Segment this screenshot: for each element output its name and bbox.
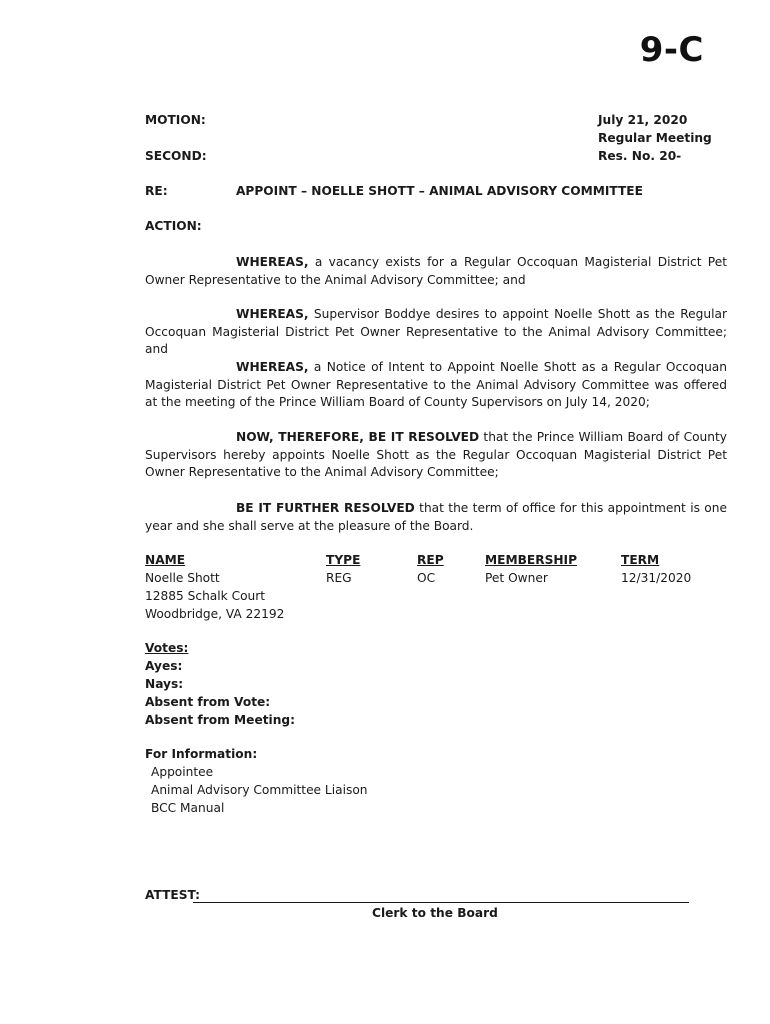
distribution-item: Appointee xyxy=(151,765,214,779)
signature-line xyxy=(193,902,689,903)
appointee-rep: OC xyxy=(417,571,436,585)
paragraph-lead: WHEREAS, xyxy=(236,255,309,269)
motion-label: MOTION: xyxy=(145,113,206,127)
for-information-title: For Information: xyxy=(145,747,258,761)
clerk-signature-caption: Clerk to the Board xyxy=(372,906,498,920)
action-label: ACTION: xyxy=(145,219,202,233)
absent-from-vote-label: Absent from Vote: xyxy=(145,695,271,709)
meeting-type: Regular Meeting xyxy=(598,131,712,145)
paragraph-text: Supervisor Boddye desires to appoint Noelle Shott as the Regular Occoquan Magisterial District Pet Owner Representative to the Animal Advisory Committee; and xyxy=(145,307,727,357)
second-label: SECOND: xyxy=(145,149,207,163)
whereas-paragraph-3 xyxy=(145,359,727,412)
re-subject: APPOINT – NOELLE SHOTT – ANIMAL ADVISORY COMMITTEE xyxy=(236,184,643,198)
resolved-paragraph xyxy=(145,429,727,482)
whereas-paragraph-2 xyxy=(145,306,727,359)
paragraph-text: that the term of office for this appointment is one year and she shall serve at the pleasure of the Board. xyxy=(145,501,727,533)
paragraph-text: a Notice of Intent to Appoint Noelle Shott as a Regular Occoquan Magisterial District Pet Owner Representative to the Animal Advisory Committee was offered at the meeting of the Prince William Board of County Supervisors on July 14, 2020; xyxy=(145,360,727,410)
attest-label: ATTEST: xyxy=(145,888,201,902)
column-header-term: TERM xyxy=(621,553,660,567)
appointee-address-line-1: 12885 Schalk Court xyxy=(145,589,266,603)
column-header-type: TYPE xyxy=(326,553,361,567)
ayes-label: Ayes: xyxy=(145,659,183,673)
whereas-paragraph-1 xyxy=(145,254,727,289)
paragraph-lead: WHEREAS, xyxy=(236,360,309,374)
appointee-type: REG xyxy=(326,571,352,585)
votes-title: Votes: xyxy=(145,641,189,655)
further-resolved-paragraph xyxy=(145,500,727,535)
absent-from-meeting-label: Absent from Meeting: xyxy=(145,713,295,727)
distribution-item: Animal Advisory Committee Liaison xyxy=(151,783,368,797)
column-header-name: NAME xyxy=(145,553,186,567)
paragraph-lead: BE IT FURTHER RESOLVED xyxy=(236,501,415,515)
appointee-address-line-2: Woodbridge, VA 22192 xyxy=(145,607,285,621)
paragraph-text: that the Prince William Board of County Supervisors hereby appoints Noelle Shott as the Regular Occoquan Magisterial District Pet Owner Representative to the Animal Advisory Committee; xyxy=(145,430,727,480)
appointee-membership: Pet Owner xyxy=(485,571,548,585)
appointee-name: Noelle Shott xyxy=(145,571,220,585)
paragraph-lead: WHEREAS, xyxy=(236,307,309,321)
column-header-membership: MEMBERSHIP xyxy=(485,553,578,567)
re-label: RE: xyxy=(145,184,168,198)
nays-label: Nays: xyxy=(145,677,184,691)
meeting-date: July 21, 2020 xyxy=(598,113,688,127)
paragraph-text: a vacancy exists for a Regular Occoquan Magisterial District Pet Owner Representative to the Animal Advisory Committee; and xyxy=(145,255,727,287)
distribution-item: BCC Manual xyxy=(151,801,225,815)
appointee-term: 12/31/2020 xyxy=(621,571,692,585)
resolution-number: Res. No. 20- xyxy=(598,149,682,163)
paragraph-lead: NOW, THEREFORE, BE IT RESOLVED xyxy=(236,430,480,444)
column-header-rep: REP xyxy=(417,553,444,567)
item-number: 9-C xyxy=(639,30,704,70)
